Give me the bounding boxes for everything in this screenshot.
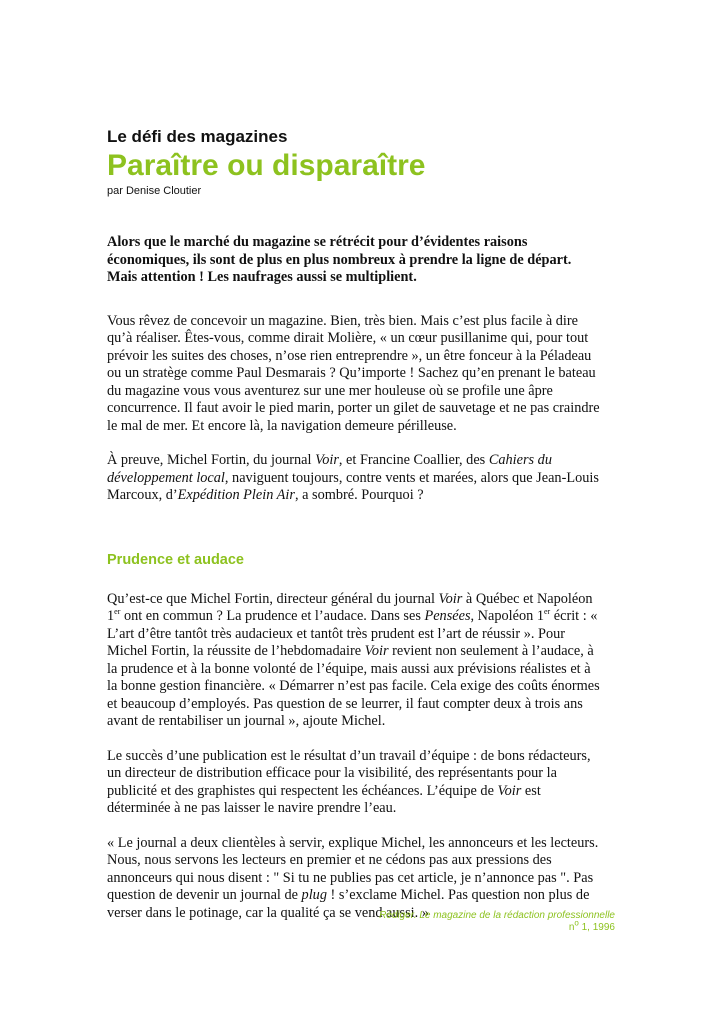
book-title: Pensées [424,608,471,624]
footer-citation [379,910,615,934]
section-heading: Prudence et audace [107,551,244,568]
article [107,126,607,922]
publication-name: Voir [438,590,463,607]
emphasized-word: plug [301,887,327,903]
section-paragraph-3: « Le journal a deux clientèles à servir, explique Michel, les annonceurs et les lecteurs. Nous, nous servons les lecteurs en premier et ne cédons pas aux pressions des annonceurs qui nous disent : " Si tu ne publies pas cet article, je n’annonce pas ". Pas question de devenir un journal de plug ! s’exclame Michel. Pas question non plus de verser dans le potinage, car la qualité ça se vend aussi. » [107,834,599,921]
paragraph-1: Vous rêvez de concevoir un magazine. Bien, très bien. Mais c’est plus facile à dire qu’à réaliser. Êtes-vous, comme dirait Molière, « un cœur pusillanime qui, pour tout prévoir les suites des choses, n’ose rien entreprendre », un être fonceur à la Péladeau ou un stratège comme Paul Desmarais ? Qu’importe ! Sachez qu’en prenant le bateau du magazine vous vous aventurez sur une mer houleuse où se profile une âpre concurrence. Il faut avoir le pied marin, porter un gilet de sauvetage et ne pas craindre le mal de mer. Et encore là, la navigation demeure périlleuse. [107,312,600,434]
article-lede: Alors que le marché du magazine se rétrécit pour d’évidentes raisons économiques, ils sont de plus en plus nombreux à prendre la ligne de départ. Mais attention ! Les naufrages aussi se multiplient. [107,234,572,285]
footer-issue: $n^o$ 1, 1996 [568,918,615,933]
publication-name: Voir [497,782,522,799]
article-title: Paraître ou disparaître [107,149,426,182]
article-kicker: Le défi des magazines [107,127,288,146]
publication-name: Voir [364,643,389,659]
section-paragraph-2: Le succès d’une publication est le résultat d’un travail d’équipe : de bons rédacteurs, un directeur de distribution efficace pour la visibilité, des représentants pour la publicité et des graphistes qui respectent les échéances. L’équipe de Voir est déterminée à ne pas laisser le navire prendre l’eau. [107,747,591,816]
footer-source: Rédiger. Le magazine de la rédaction professionnelle [379,910,615,921]
paragraph-2: À preuve, Michel Fortin, du journal Voir, et Francine Coallier, des Cahiers du développement local, naviguent toujours, contre vents et marées, alors que Jean-Louis Marcoux, d’Expédition Plein Air, a sombré. Pourquoi ? [107,452,599,503]
publication-name: Cahiers du développement local [107,452,552,486]
publication-name: Voir [315,452,339,468]
section-paragraph-1: Qu’est-ce que Michel Fortin, directeur général du journal Voir à Québec et Napoléon 1er ont en commun ? La prudence et l’audace. Dans ses Pensées, Napoléon 1er écrit : « L’art d’être tantôt très audacieux et tantôt très prudent est l’art de réussir ». Pour Michel Fortin, la réussite de l’hebdomadaire Voir revient non seulement à l’audace, à la prudence et à la bonne volonté de l’équipe, mais aussi aux prévisions réalistes et à la bonne gestion financière. « Démarrer n’est pas facile. Cela exige des coûts énormes et beaucoup d’employés. Pas question de se leurrer, il faut compter deux à trois ans avant de rentabiliser un journal », ajoute Michel. [107,590,600,729]
publication-name: Expédition Plein Air [177,487,295,503]
article-byline: par Denise Cloutier [107,185,202,197]
